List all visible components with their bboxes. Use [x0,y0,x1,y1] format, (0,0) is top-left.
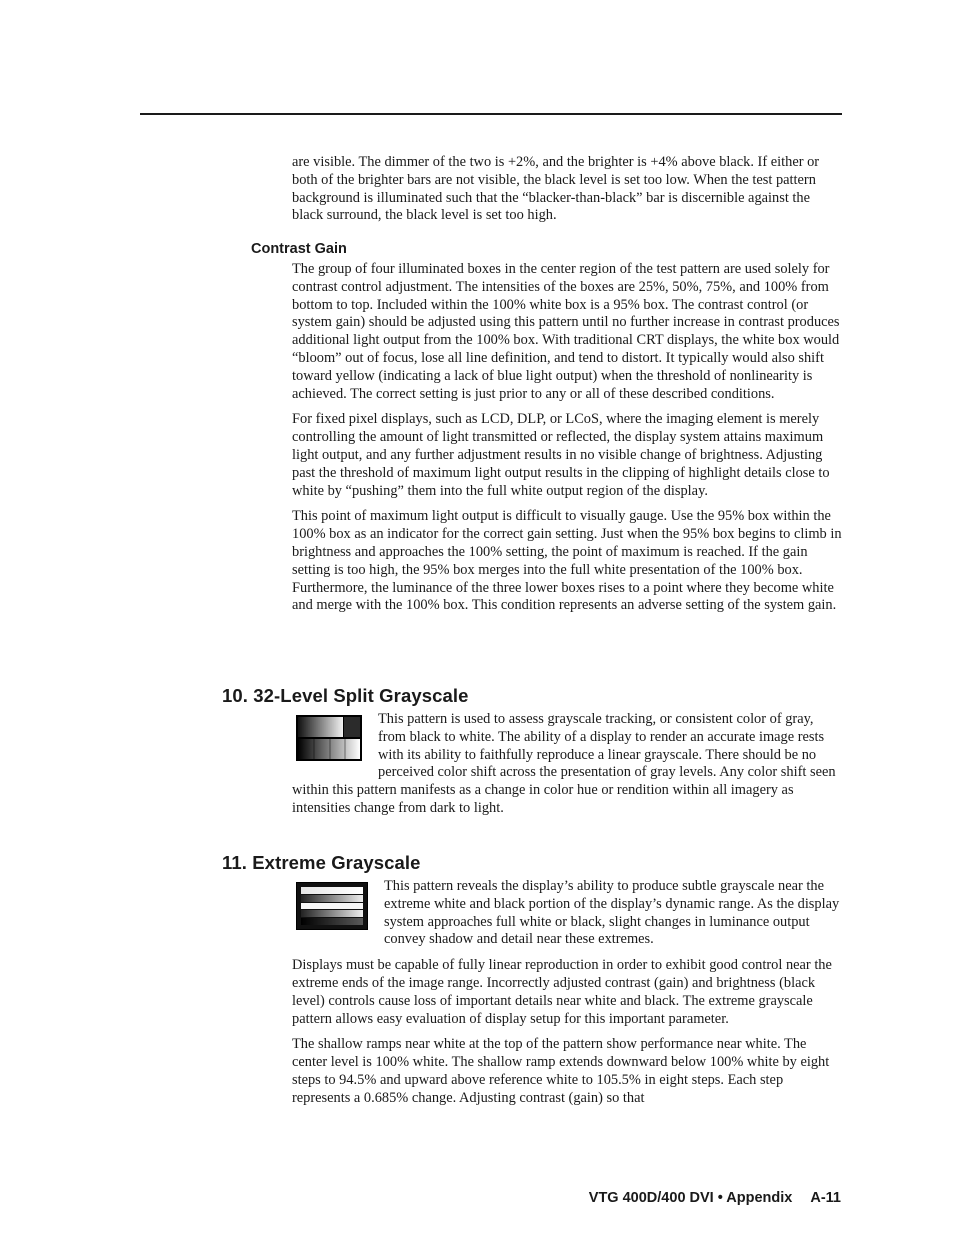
contrast-gain-paragraph-1: The group of four illuminated boxes in the center region of the test pattern are used solely for contrast control adjustment. The intensities of the boxes are 25%, 50%, 75%, and 100% from bottom to top. Included within the 100% white box is a 95% box. The contrast control (or system gain) should be adjusted using this pattern until no further increase in contrast produces additional light output from the 100% box. With traditional CRT displays, the white box would “bloom” out of focus, lose all line definition, and tend to distort. It typically would also shift toward yellow (indicating a lack of blue light output) when the threshold of nonlinearity is achieved. The correct setting is just prior to any or all of these described conditions. [292,261,840,402]
extreme-grayscale-pattern-icon [296,882,368,930]
contrast-gain-paragraph-2: For fixed pixel displays, such as LCD, DLP, or LCoS, where the imaging element is merely controlling the amount of light transmitted or reflected, the display system attains maximum light output, and any further adjustment results in no visible change of brightness. Adjusting past the threshold of maximum light output results in the clipping of highlight details close to white by “pushing” them into the full white output region of the display. [292,411,830,499]
section-11-title: 11. Extreme Grayscale [222,852,421,873]
header-rule [140,113,842,115]
section-10-body [292,711,842,826]
section-10-title: 10. 32-Level Split Grayscale [222,685,469,706]
intro-text [292,154,842,233]
section-11-body [292,878,842,1116]
section-11-paragraph-3: The shallow ramps near white at the top of the pattern show performance near white. The center level is 100% white. The shallow ramp extends downward below 100% white by eight steps to 94.5% and upward above reference white to 105.5% in eight steps. Each step represents a 0.685% change. Adjusting contrast (gain) so that [292,1036,830,1106]
intro-paragraph: are visible. The dimmer of the two is +2%, and the brighter is +4% above black. If either or both of the brighter bars are not visible, the black level is set too low. When the test pattern background is illuminated such that the “blacker-than-black” bar is discernible against the black surround, the black level is set too high. [292,154,820,224]
contrast-gain-heading: Contrast Gain [251,241,347,257]
contrast-gain-body [292,261,842,623]
contrast-gain-paragraph-3: This point of maximum light output is difficult to visually gauge. Use the 95% box within the 100% box as an indicator for the correct gain setting. Just when the 95% box begins to climb in brightness and approaches the 100% setting, the point of maximum is reached. If the gain setting is too high, the 95% box merges into the full white presentation of the 100% box. Furthermore, the luminance of the three lower boxes rises to a point where they become white and merge with the 100% box. This condition represents an adverse setting of the system gain. [292,508,842,614]
page-footer [589,1190,841,1206]
section-11-paragraph-2: Displays must be capable of fully linear reproduction in order to exhibit good control near the extreme ends of the image range. Incorrectly adjusted contrast (gain) and brightness (black level) controls cause loss of important details near white and black. The extreme grayscale pattern allows easy evaluation of display setup for this important parameter. [292,957,832,1027]
section-11-paragraph-1: This pattern reveals the display’s ability to produce subtle grayscale near the extreme white and black portion of the display’s dynamic range. As the display system approaches full white or black, slight changes in luminance output convey shadow and detail near these extremes. [384,878,840,948]
footer-title: VTG 400D/400 DVI • Appendix [588,1190,793,1206]
split-grayscale-pattern-icon [296,715,362,761]
section-10-paragraph: This pattern is used to assess grayscale tracking, or consistent color of gray, from black to white. The ability of a display to render an accurate image rests with its ability to faithfully reproduce a linear grayscale. There should be no perceived color shift across the presentation of gray levels. Any color shift seen within this pattern manifests as a change in color hue or rendition within all imagery as intensities change from dark to light. [292,711,836,816]
page-number: A-11 [810,1190,841,1206]
